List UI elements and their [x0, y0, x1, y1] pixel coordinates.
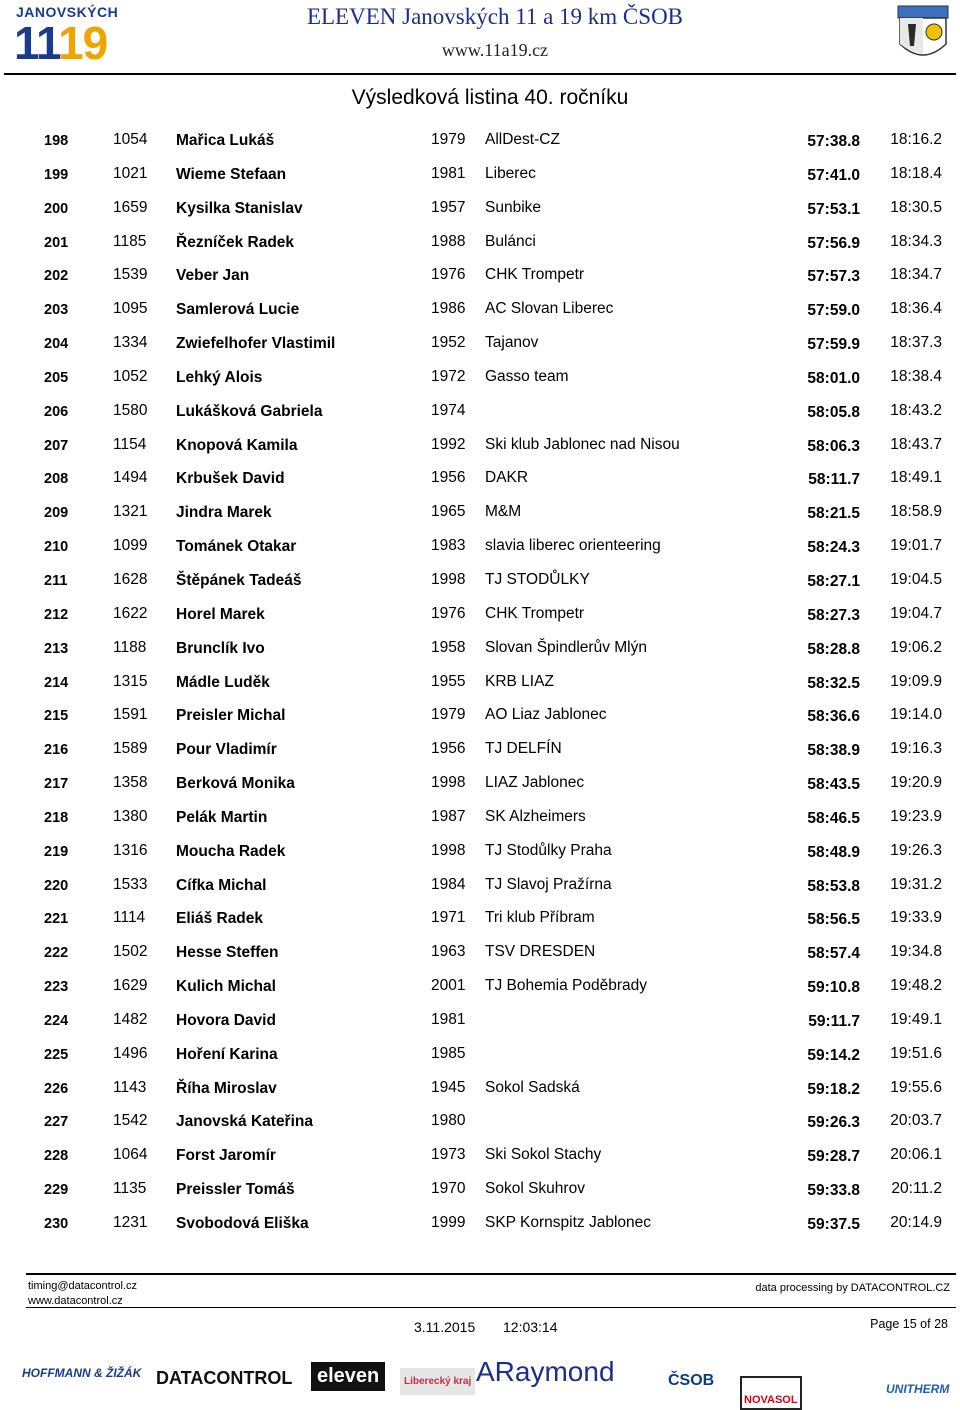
time-cell: 58:43.5 [807, 776, 860, 794]
club-cell: Tri klub Příbram [485, 909, 595, 927]
club-cell: Tajanov [485, 334, 539, 352]
table-row [0, 833, 960, 867]
table-row [0, 393, 960, 427]
time-cell: 58:06.3 [807, 437, 860, 455]
time-cell: 58:53.8 [807, 877, 860, 895]
table-row [0, 156, 960, 190]
bib-cell: 1064 [113, 1146, 148, 1164]
pace-cell: 18:34.3 [890, 232, 942, 250]
year-cell: 1974 [431, 401, 466, 419]
pace-cell: 19:34.8 [890, 943, 942, 961]
pace-cell: 19:26.3 [890, 841, 942, 859]
table-row [0, 494, 960, 528]
bib-cell: 1482 [113, 1010, 148, 1028]
club-cell: TJ Stodůlky Praha [485, 841, 612, 859]
time-cell: 59:10.8 [807, 979, 860, 997]
race-logo-text: JANOVSKÝCH [16, 4, 119, 20]
name-cell: Štěpánek Tadeáš [176, 571, 302, 589]
pace-cell: 19:01.7 [890, 537, 942, 555]
bib-cell: 1380 [113, 807, 148, 825]
club-cell: TJ Slavoj Pražírna [485, 875, 612, 893]
table-row [0, 799, 960, 833]
pace-cell: 19:04.5 [890, 570, 942, 588]
time-cell: 58:46.5 [807, 809, 860, 827]
name-cell: Eliáš Radek [176, 910, 264, 928]
table-row [0, 900, 960, 934]
name-cell: Preisler Michal [176, 707, 286, 725]
pace-cell: 18:43.2 [890, 401, 942, 419]
rank-cell: 204 [44, 336, 69, 353]
table-row [0, 1103, 960, 1137]
bib-cell: 1589 [113, 740, 148, 758]
time-cell: 57:56.9 [807, 234, 860, 252]
time-cell: 59:26.3 [807, 1114, 860, 1132]
year-cell: 1986 [431, 300, 466, 318]
rank-cell: 225 [44, 1046, 69, 1063]
bib-cell: 1154 [113, 435, 147, 453]
rank-cell: 229 [44, 1182, 69, 1199]
club-cell: TJ DELFÍN [485, 740, 562, 758]
club-cell: Gasso team [485, 367, 569, 385]
pace-cell: 19:51.6 [890, 1044, 942, 1062]
name-cell: Horel Marek [176, 605, 265, 623]
club-cell: SK Alzheimers [485, 807, 586, 825]
rank-cell: 223 [44, 979, 69, 996]
rank-cell: 217 [44, 776, 69, 793]
rank-cell: 224 [44, 1012, 69, 1029]
club-cell: AO Liaz Jablonec [485, 706, 607, 724]
year-cell: 1955 [431, 672, 466, 690]
time-cell: 57:59.9 [807, 336, 860, 354]
club-cell: Sokol Skuhrov [485, 1180, 585, 1198]
table-row [0, 1205, 960, 1239]
year-cell: 1976 [431, 266, 466, 284]
year-cell: 1988 [431, 232, 466, 250]
bib-cell: 1099 [113, 537, 148, 555]
pace-cell: 19:04.7 [890, 604, 942, 622]
name-cell: Forst Jaromír [176, 1147, 276, 1165]
rank-cell: 201 [44, 234, 69, 251]
year-cell: 1981 [431, 164, 466, 182]
bib-cell: 1496 [113, 1044, 148, 1062]
year-cell: 1984 [431, 875, 466, 893]
bib-cell: 1591 [113, 706, 148, 724]
time-cell: 58:24.3 [807, 539, 860, 557]
pace-cell: 18:36.4 [890, 300, 942, 318]
rank-cell: 208 [44, 471, 69, 488]
rank-cell: 230 [44, 1216, 69, 1232]
sponsor-eleven-logo: eleven [311, 1362, 385, 1391]
year-cell: 1998 [431, 570, 466, 588]
year-cell: 1956 [431, 469, 466, 487]
sponsor-bar [0, 1348, 960, 1410]
document-title: ELEVEN Janovských 11 a 19 km ČSOB [306, 4, 684, 29]
time-cell: 58:56.5 [807, 911, 860, 929]
table-row [0, 528, 960, 562]
club-cell: Sunbike [485, 198, 542, 216]
rank-cell: 222 [44, 945, 69, 962]
table-row [0, 257, 960, 291]
table-row [0, 122, 960, 156]
name-cell: Pour Vladimír [176, 741, 277, 759]
table-row [0, 1171, 960, 1205]
rank-cell: 198 [44, 133, 69, 149]
results-table [0, 122, 960, 1239]
table-row [0, 325, 960, 359]
table-row [0, 867, 960, 901]
pace-cell: 19:55.6 [890, 1078, 942, 1096]
rank-cell: 205 [44, 369, 69, 386]
bib-cell: 1231 [113, 1214, 148, 1231]
footer-rule [26, 1273, 956, 1275]
club-cell: Bulánci [485, 232, 536, 250]
rank-cell: 203 [44, 302, 69, 319]
table-row [0, 596, 960, 630]
rank-cell: 227 [44, 1114, 69, 1131]
year-cell: 1980 [431, 1112, 466, 1130]
rank-cell: 212 [44, 606, 69, 623]
rank-cell: 213 [44, 640, 69, 657]
name-cell: Janovská Kateřina [176, 1113, 313, 1131]
rank-cell: 199 [44, 166, 69, 183]
year-cell: 1971 [431, 909, 466, 927]
sponsor-unitherm-logo: UNITHERM [886, 1382, 950, 1396]
bib-cell: 1628 [113, 570, 148, 588]
bib-cell: 1502 [113, 943, 148, 961]
rank-cell: 228 [44, 1148, 69, 1165]
table-row [0, 1002, 960, 1036]
name-cell: Lehký Alois [176, 368, 263, 386]
name-cell: Veber Jan [176, 267, 250, 285]
pace-cell: 19:49.1 [890, 1010, 942, 1028]
name-cell: Wieme Stefaan [176, 165, 287, 183]
table-row [0, 1137, 960, 1171]
bib-cell: 1622 [113, 604, 148, 622]
bib-cell: 1659 [113, 198, 148, 216]
year-cell: 1956 [431, 740, 466, 758]
club-cell: TJ STODŮLKY [485, 570, 590, 588]
pace-cell: 19:20.9 [890, 774, 942, 792]
pace-cell: 20:03.7 [890, 1112, 942, 1130]
page-number: Page 15 of 28 [870, 1317, 948, 1331]
name-cell: Hoření Karina [176, 1045, 278, 1063]
rank-cell: 221 [44, 911, 69, 928]
bib-cell: 1358 [113, 774, 148, 792]
footer-rule-2 [26, 1307, 956, 1308]
time-cell: 59:28.7 [807, 1148, 860, 1166]
name-cell: Pelák Martin [176, 808, 268, 826]
name-cell: Preissler Tomáš [176, 1181, 295, 1199]
bib-cell: 1533 [113, 875, 148, 893]
results-subtitle: Výsledková listina 40. ročníku [351, 86, 629, 109]
club-cell: Ski klub Jablonec nad Nisou [485, 435, 680, 453]
pace-cell: 20:14.9 [890, 1214, 942, 1231]
time-cell: 58:38.9 [807, 742, 860, 760]
time-cell: 59:14.2 [807, 1046, 860, 1064]
time-cell: 58:27.1 [807, 572, 860, 590]
table-row [0, 224, 960, 258]
print-date: 3.11.2015 [414, 1319, 476, 1335]
club-cell: KRB LIAZ [485, 672, 554, 690]
pace-cell: 18:34.7 [890, 266, 942, 284]
time-cell: 59:11.7 [808, 1012, 860, 1030]
table-row [0, 697, 960, 731]
bib-cell: 1188 [113, 638, 147, 656]
time-cell: 57:41.0 [807, 166, 860, 184]
sponsor-csob-logo: ČSOB [668, 1372, 715, 1389]
year-cell: 1998 [431, 774, 466, 792]
pace-cell: 18:16.2 [890, 131, 942, 148]
rank-cell: 220 [44, 877, 69, 894]
pace-cell: 20:11.2 [891, 1180, 942, 1198]
pace-cell: 19:09.9 [890, 672, 942, 690]
year-cell: 1981 [431, 1010, 466, 1028]
name-cell: Kulich Michal [176, 978, 276, 996]
name-cell: Hovora David [176, 1011, 276, 1029]
bib-cell: 1494 [113, 469, 148, 487]
pace-cell: 19:16.3 [890, 740, 942, 758]
race-logo-num-a: 11 [14, 17, 59, 69]
bib-cell: 1021 [113, 164, 148, 182]
name-cell: Cífka Michal [176, 876, 267, 894]
bib-cell: 1334 [113, 334, 148, 352]
club-cell: slavia liberec orienteering [485, 537, 661, 555]
time-cell: 58:11.7 [808, 471, 860, 489]
club-cell: AC Slovan Liberec [485, 300, 614, 318]
club-cell: CHK Trompetr [485, 604, 585, 622]
table-row [0, 968, 960, 1002]
rank-cell: 211 [44, 572, 68, 589]
print-time: 12:03:14 [503, 1319, 558, 1335]
name-cell: Knopová Kamila [176, 436, 298, 454]
pace-cell: 20:06.1 [890, 1146, 942, 1164]
club-cell: Slovan Špindlerův Mlýn [485, 638, 647, 656]
pace-cell: 19:06.2 [890, 638, 942, 656]
year-cell: 1999 [431, 1214, 466, 1231]
pace-cell: 18:43.7 [890, 435, 942, 453]
table-row [0, 664, 960, 698]
time-cell: 57:59.0 [807, 302, 860, 320]
sponsor-araymond-logo: ARaymond [476, 1356, 615, 1387]
time-cell: 58:36.6 [807, 708, 860, 726]
year-cell: 1970 [431, 1180, 466, 1198]
year-cell: 1963 [431, 943, 466, 961]
name-cell: Mařica Lukáš [176, 132, 275, 149]
club-cell: DAKR [485, 469, 529, 487]
table-row [0, 190, 960, 224]
rank-cell: 210 [44, 539, 69, 556]
year-cell: 1973 [431, 1146, 466, 1164]
page-header [0, 0, 960, 80]
rank-cell: 200 [44, 200, 69, 217]
bib-cell: 1629 [113, 977, 148, 995]
table-row [0, 562, 960, 596]
pace-cell: 18:38.4 [890, 367, 942, 385]
rank-cell: 206 [44, 403, 69, 420]
club-cell: LIAZ Jablonec [485, 774, 585, 792]
name-cell: Řezníček Radek [176, 233, 295, 251]
year-cell: 1952 [431, 334, 466, 352]
pace-cell: 19:33.9 [890, 909, 942, 927]
rank-cell: 214 [44, 674, 69, 691]
time-cell: 57:38.8 [807, 133, 860, 150]
time-cell: 58:21.5 [807, 505, 860, 523]
name-cell: Mádle Luděk [176, 673, 270, 691]
sponsor-liberecky-kraj-logo: Liberecký kraj [400, 1368, 475, 1395]
bib-cell: 1054 [113, 131, 148, 148]
bib-cell: 1143 [113, 1078, 147, 1096]
pace-cell: 18:37.3 [890, 334, 942, 352]
time-cell: 58:32.5 [807, 674, 860, 692]
club-cell: Liberec [485, 164, 536, 182]
bib-cell: 1542 [113, 1112, 148, 1130]
year-cell: 1983 [431, 537, 466, 555]
town-crest-icon [896, 4, 950, 68]
table-row [0, 1036, 960, 1070]
table-row [0, 1070, 960, 1104]
year-cell: 1979 [431, 131, 466, 148]
rank-cell: 209 [44, 505, 69, 522]
pace-cell: 19:23.9 [890, 807, 942, 825]
club-cell: SKP Kornspitz Jablonec [485, 1214, 652, 1231]
rank-cell: 219 [44, 843, 69, 860]
club-cell: Ski Sokol Stachy [485, 1146, 602, 1164]
rank-cell: 216 [44, 742, 69, 759]
pace-cell: 18:18.4 [890, 164, 942, 182]
name-cell: Tománek Otakar [176, 538, 297, 556]
time-cell: 59:37.5 [807, 1216, 860, 1233]
time-cell: 58:27.3 [807, 606, 860, 624]
table-row [0, 731, 960, 765]
pace-cell: 19:48.2 [890, 977, 942, 995]
club-cell: CHK Trompetr [485, 266, 585, 284]
event-url: www.11a19.cz [441, 40, 549, 60]
year-cell: 1987 [431, 807, 466, 825]
table-row [0, 765, 960, 799]
name-cell: Hesse Steffen [176, 944, 279, 962]
name-cell: Říha Miroslav [176, 1079, 277, 1097]
year-cell: 1957 [431, 198, 466, 216]
bib-cell: 1539 [113, 266, 148, 284]
name-cell: Lukášková Gabriela [176, 402, 323, 420]
time-cell: 57:57.3 [807, 268, 860, 286]
name-cell: Krbušek David [176, 470, 285, 488]
bib-cell: 1185 [113, 232, 147, 250]
table-row [0, 460, 960, 494]
pace-cell: 18:30.5 [890, 198, 942, 216]
name-cell: Berková Monika [176, 775, 295, 793]
sponsor-datacontrol-logo: DATACONTROL [156, 1368, 293, 1388]
time-cell: 59:18.2 [807, 1080, 860, 1098]
time-cell: 58:57.4 [807, 945, 860, 963]
club-cell: TJ Bohemia Poděbrady [485, 977, 647, 995]
rank-cell: 215 [44, 708, 69, 725]
bib-cell: 1114 [113, 909, 146, 927]
bib-cell: 1135 [113, 1180, 147, 1198]
name-cell: Jindra Marek [176, 504, 272, 522]
name-cell: Brunclík Ivo [176, 639, 265, 657]
table-row [0, 359, 960, 393]
name-cell: Svobodová Eliška [176, 1215, 309, 1232]
bib-cell: 1321 [113, 503, 148, 521]
rank-cell: 207 [44, 437, 69, 454]
year-cell: 1985 [431, 1044, 466, 1062]
year-cell: 1945 [431, 1078, 466, 1096]
bib-cell: 1580 [113, 401, 148, 419]
race-logo-num-b: 19 [58, 17, 108, 69]
table-row [0, 427, 960, 461]
rank-cell: 202 [44, 268, 69, 285]
club-cell: M&M [485, 503, 522, 521]
pace-cell: 19:31.2 [890, 875, 942, 893]
name-cell: Zwiefelhofer Vlastimil [176, 335, 336, 353]
table-row [0, 630, 960, 664]
name-cell: Moucha Radek [176, 842, 286, 860]
bib-cell: 1095 [113, 300, 148, 318]
year-cell: 1976 [431, 604, 466, 622]
footer-email[interactable]: timing@datacontrol.cz [28, 1280, 137, 1292]
year-cell: 1992 [431, 435, 466, 453]
rank-cell: 218 [44, 809, 69, 826]
year-cell: 1972 [431, 367, 466, 385]
bib-cell: 1315 [113, 672, 148, 690]
year-cell: 1979 [431, 706, 466, 724]
year-cell: 2001 [431, 977, 466, 995]
time-cell: 57:53.1 [807, 200, 860, 218]
name-cell: Kysilka Stanislav [176, 199, 303, 217]
bib-cell: 1052 [113, 367, 148, 385]
club-cell: TSV DRESDEN [485, 943, 596, 961]
time-cell: 58:28.8 [807, 640, 860, 658]
table-row [0, 291, 960, 325]
time-cell: 58:01.0 [807, 369, 860, 387]
sponsor-novasol-logo: NOVASOL [740, 1376, 802, 1410]
pace-cell: 18:58.9 [890, 503, 942, 521]
time-cell: 58:48.9 [807, 843, 860, 861]
year-cell: 1998 [431, 841, 466, 859]
table-row [0, 934, 960, 968]
rank-cell: 226 [44, 1080, 69, 1097]
year-cell: 1958 [431, 638, 466, 656]
footer-website[interactable]: www.datacontrol.cz [28, 1295, 123, 1307]
year-cell: 1965 [431, 503, 466, 521]
name-cell: Samlerová Lucie [176, 301, 300, 319]
sponsor-hoffmann-logo: HOFFMANN & ŽIŽÁK [22, 1366, 142, 1380]
pace-cell: 19:14.0 [890, 706, 942, 724]
time-cell: 58:05.8 [807, 403, 860, 421]
pace-cell: 18:49.1 [890, 469, 942, 487]
header-rule [4, 73, 956, 75]
time-cell: 59:33.8 [807, 1182, 860, 1200]
bib-cell: 1316 [113, 841, 148, 859]
club-cell: Sokol Sadská [485, 1078, 580, 1096]
club-cell: AllDest-CZ [485, 131, 560, 148]
footer-processing: data processing by DATACONTROL.CZ [755, 1282, 950, 1294]
